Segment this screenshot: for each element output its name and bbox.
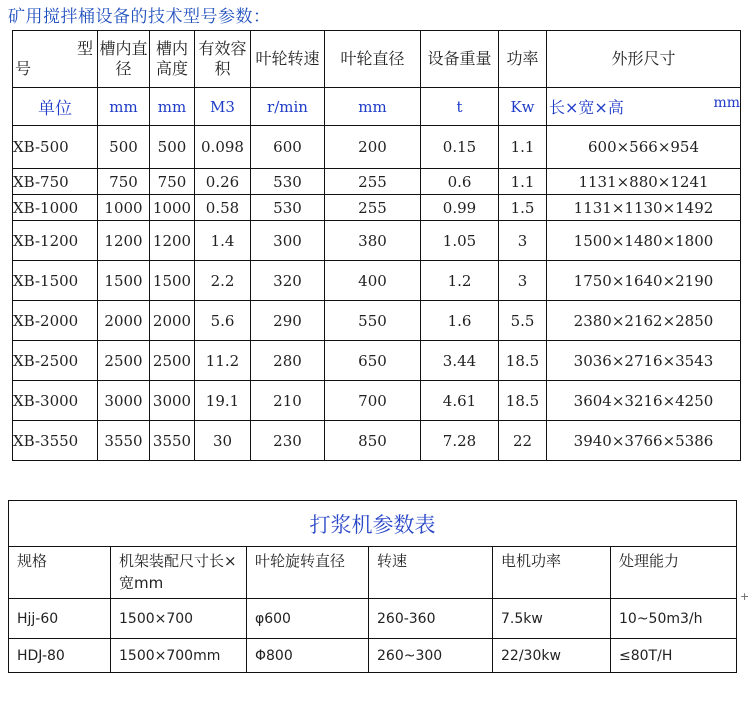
unit-cell: t — [421, 88, 499, 126]
spec-cell: 600×566×954 — [547, 126, 741, 169]
spec-cell: 1000 — [98, 195, 150, 221]
spec-cell: 1200 — [150, 221, 195, 261]
spec-header-row — [13, 31, 741, 88]
spec-cell: 3.44 — [421, 341, 499, 381]
spec-cell: 2000 — [150, 301, 195, 341]
spec-cell: 600 — [251, 126, 325, 169]
pulper-model-cell: Hjj-60 — [9, 599, 111, 639]
spec-cell: 1500 — [150, 261, 195, 301]
pulper-header-spec: 规格 — [9, 547, 111, 599]
unit-cell: r/min — [251, 88, 325, 126]
unit-cell: Kw — [499, 88, 547, 126]
mixer-spec-table — [12, 30, 741, 461]
spec-cell: 18.5 — [499, 381, 547, 421]
pulper-title-row — [9, 501, 737, 547]
unit-dimensions-label: 长×宽×高 — [549, 98, 624, 117]
spec-cell: 0.58 — [195, 195, 251, 221]
spec-unit-row — [13, 88, 741, 126]
pulper-spec-cell: 260-360 — [369, 599, 493, 639]
pulper-header-row — [9, 547, 737, 599]
spec-cell: 1500 — [98, 261, 150, 301]
spec-cell: 530 — [251, 195, 325, 221]
spec-cell: 255 — [325, 195, 421, 221]
unit-dimensions — [547, 88, 741, 126]
spec-cell: 290 — [251, 301, 325, 341]
header-equipment-weight: 设备重量 — [421, 31, 499, 88]
spec-cell: 2000 — [98, 301, 150, 341]
spec-cell: 11.2 — [195, 341, 251, 381]
spec-cell: 18.5 — [499, 341, 547, 381]
header-impeller-speed: 叶轮转速 — [251, 31, 325, 88]
header-dimensions: 外形尺寸 — [547, 31, 741, 88]
model-cell: XB-2500 — [13, 341, 98, 381]
pulper-spec-table — [8, 500, 737, 673]
spec-cell: 0.098 — [195, 126, 251, 169]
pulper-spec-cell: 10~50m3/h — [611, 599, 737, 639]
spec-cell: 700 — [325, 381, 421, 421]
spec-table-row — [13, 261, 741, 301]
pulper-spec-cell: 7.5kw — [493, 599, 611, 639]
spec-cell: 3940×3766×5386 — [547, 421, 741, 461]
spec-cell: 320 — [251, 261, 325, 301]
spec-cell: 750 — [98, 169, 150, 195]
pulper-spec-cell: Φ800 — [247, 639, 369, 673]
header-inner-height: 槽内高度 — [150, 31, 195, 88]
spec-cell: 1.2 — [421, 261, 499, 301]
model-cell: XB-750 — [13, 169, 98, 195]
spec-cell: 3 — [499, 261, 547, 301]
header-model — [13, 31, 98, 88]
pulper-model-cell: HDJ-80 — [9, 639, 111, 673]
spec-cell: 3000 — [98, 381, 150, 421]
spec-cell: 1.05 — [421, 221, 499, 261]
spec-table-row — [13, 169, 741, 195]
spec-table-row — [13, 301, 741, 341]
spec-cell: 255 — [325, 169, 421, 195]
pulper-header-motor-power: 电机功率 — [493, 547, 611, 599]
spec-cell: 3036×2716×3543 — [547, 341, 741, 381]
unit-cell: mm — [325, 88, 421, 126]
pulper-header-frame-size: 机架装配尺寸长×宽mm — [111, 547, 247, 599]
spec-cell: 280 — [251, 341, 325, 381]
spec-cell: 3550 — [150, 421, 195, 461]
pulper-table-row — [9, 639, 737, 673]
spec-cell: 1000 — [150, 195, 195, 221]
spec-cell: 1.1 — [499, 126, 547, 169]
spec-cell: 500 — [150, 126, 195, 169]
spec-cell: 30 — [195, 421, 251, 461]
spec-cell: 22 — [499, 421, 547, 461]
pulper-spec-cell: 22/30kw — [493, 639, 611, 673]
spec-cell: 1131×1130×1492 — [547, 195, 741, 221]
spec-cell: 19.1 — [195, 381, 251, 421]
spec-cell: 210 — [251, 381, 325, 421]
spec-cell: 1131×880×1241 — [547, 169, 741, 195]
pulper-header-capacity: 处理能力 — [611, 547, 737, 599]
model-cell: XB-1200 — [13, 221, 98, 261]
spec-cell: 1200 — [98, 221, 150, 261]
spec-table-row — [13, 381, 741, 421]
pulper-spec-cell: 260~300 — [369, 639, 493, 673]
spec-cell: 2.2 — [195, 261, 251, 301]
spec-cell: 230 — [251, 421, 325, 461]
header-impeller-diameter: 叶轮直径 — [325, 31, 421, 88]
header-power: 功率 — [499, 31, 547, 88]
spec-cell: 7.28 — [421, 421, 499, 461]
unit-cell: M3 — [195, 88, 251, 126]
spec-cell: 1.5 — [499, 195, 547, 221]
spec-cell: 2500 — [150, 341, 195, 381]
spec-cell: 3 — [499, 221, 547, 261]
pulper-header-impeller-diameter: 叶轮旋转直径 — [247, 547, 369, 599]
model-cell: XB-1500 — [13, 261, 98, 301]
spec-table-row — [13, 341, 741, 381]
header-effective-volume: 有效容积 — [195, 31, 251, 88]
pulper-table-body — [9, 599, 737, 673]
spec-cell: 500 — [98, 126, 150, 169]
spec-cell: 3604×3216×4250 — [547, 381, 741, 421]
model-cell: XB-500 — [13, 126, 98, 169]
spec-cell: 1.6 — [421, 301, 499, 341]
spec-cell: 1.4 — [195, 221, 251, 261]
pulper-table-row — [9, 599, 737, 639]
spec-cell: 550 — [325, 301, 421, 341]
spec-cell: 3550 — [98, 421, 150, 461]
header-model-top: 型 — [76, 39, 93, 58]
header-model-bottom: 号 — [15, 59, 32, 78]
spec-cell: 2500 — [98, 341, 150, 381]
spec-cell: 200 — [325, 126, 421, 169]
spec-cell: 400 — [325, 261, 421, 301]
spec-table-row — [13, 421, 741, 461]
spec-cell: 2380×2162×2850 — [547, 301, 741, 341]
spec-cell: 530 — [251, 169, 325, 195]
header-inner-diameter: 槽内直径 — [98, 31, 150, 88]
spec-cell: 380 — [325, 221, 421, 261]
spec-table-row — [13, 195, 741, 221]
spec-cell: 1750×1640×2190 — [547, 261, 741, 301]
pulper-spec-cell: ≤80T/H — [611, 639, 737, 673]
spec-cell: 3000 — [150, 381, 195, 421]
spec-table-body — [13, 126, 741, 461]
model-cell: XB-3000 — [13, 381, 98, 421]
pulper-table-title: 打浆机参数表 — [9, 501, 737, 547]
model-cell: XB-1000 — [13, 195, 98, 221]
unit-cell: mm — [98, 88, 150, 126]
spec-cell: 1500×1480×1800 — [547, 221, 741, 261]
edge-plus-glyph: + — [740, 590, 750, 603]
spec-table-row — [13, 221, 741, 261]
spec-cell: 0.26 — [195, 169, 251, 195]
unit-dimensions-mm: mm — [713, 95, 740, 111]
model-cell: XB-2000 — [13, 301, 98, 341]
spec-cell: 650 — [325, 341, 421, 381]
spec-cell: 4.61 — [421, 381, 499, 421]
document-caption: 矿用搅拌桶设备的技术型号参数： — [8, 7, 271, 27]
pulper-spec-cell: φ600 — [247, 599, 369, 639]
spec-cell: 1.1 — [499, 169, 547, 195]
spec-cell: 0.15 — [421, 126, 499, 169]
pulper-spec-cell: 1500×700 — [111, 599, 247, 639]
pulper-spec-cell: 1500×700mm — [111, 639, 247, 673]
spec-cell: 850 — [325, 421, 421, 461]
spec-cell: 300 — [251, 221, 325, 261]
unit-cell: mm — [150, 88, 195, 126]
spec-cell: 0.6 — [421, 169, 499, 195]
spec-cell: 750 — [150, 169, 195, 195]
pulper-header-speed: 转速 — [369, 547, 493, 599]
unit-label: 单位 — [13, 88, 98, 126]
spec-cell: 0.99 — [421, 195, 499, 221]
spec-table-row — [13, 126, 741, 169]
model-cell: XB-3550 — [13, 421, 98, 461]
spec-cell: 5.5 — [499, 301, 547, 341]
spec-cell: 5.6 — [195, 301, 251, 341]
